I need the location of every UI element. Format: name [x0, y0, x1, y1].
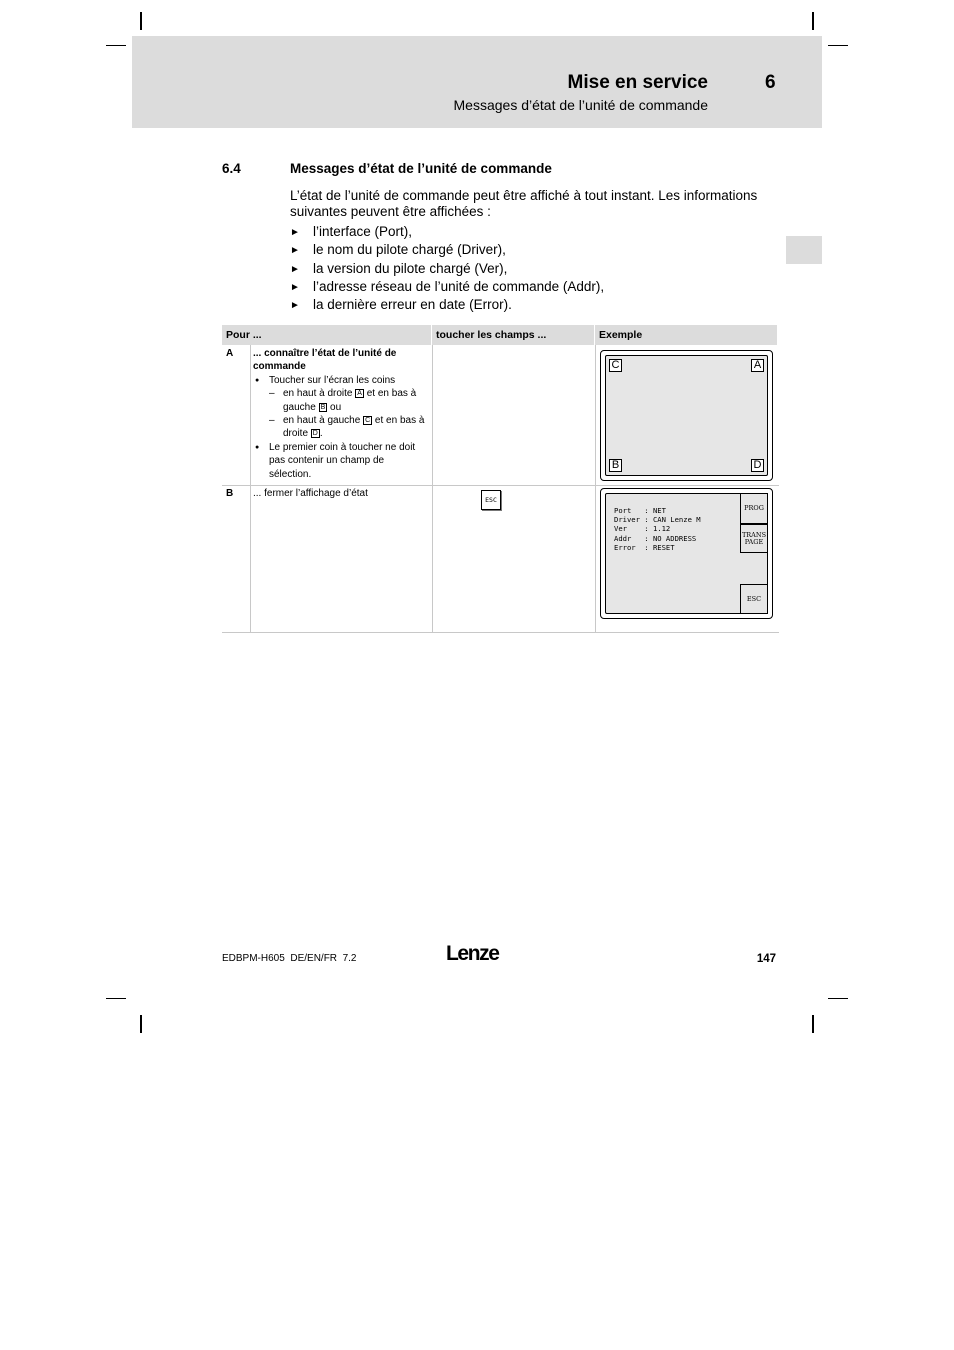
list-item: [253, 414, 429, 441]
status-line: Error : RESET: [614, 542, 675, 552]
prog-soft-button: PROG: [740, 493, 768, 524]
list-item-text: la version du pilote chargé (Ver),: [313, 260, 508, 276]
row-a-steps: [253, 374, 429, 481]
table-divider: [595, 345, 596, 633]
row-key-a: A: [226, 348, 234, 359]
section-intro: L’état de l’unité de commande peut être affiché à tout instant. Les informations suivantes peuvent être affichées :: [290, 188, 758, 219]
list-item: [290, 296, 604, 314]
table-divider: [222, 632, 779, 633]
header-band: [132, 36, 822, 128]
crop-mark: [106, 45, 126, 46]
table-header-pour: Pour ...: [222, 325, 431, 345]
table-divider: [222, 485, 779, 486]
corner-field-c: C: [609, 359, 622, 372]
status-readout: [614, 506, 701, 552]
example-screen-corners: [600, 350, 773, 481]
arrow-bullet-icon: ►: [290, 281, 300, 293]
table-divider: [250, 345, 251, 633]
list-item: [253, 387, 429, 414]
crop-mark: [828, 998, 848, 999]
list-item: [290, 223, 604, 241]
list-item-text: en haut à gauche: [283, 415, 361, 427]
screen-display: [605, 355, 768, 476]
row-b-title: ... fermer l’affichage d’état: [253, 488, 368, 499]
chapter-side-tab: [786, 236, 822, 264]
page-number: 147: [756, 953, 776, 965]
section-title: Messages d’état de l’unité de commande: [290, 161, 552, 176]
example-screen-status: [600, 488, 773, 619]
arrow-bullet-icon: ►: [290, 263, 300, 275]
section-number: 6.4: [222, 161, 241, 176]
crop-mark: [140, 1015, 142, 1033]
table-header-toucher: toucher les champs ...: [432, 325, 594, 345]
arrow-bullet-icon: ►: [290, 300, 300, 312]
status-line: Port : NET: [614, 506, 666, 515]
chapter-subtitle: Messages d’état de l’unité de commande: [453, 97, 708, 113]
crop-mark: [812, 1015, 814, 1033]
table-header-exemple: Exemple: [595, 325, 777, 345]
list-item-text: l’interface (Port),: [313, 224, 413, 239]
list-item: [290, 241, 604, 259]
status-line: Ver : 1.12: [614, 524, 671, 534]
status-table: [222, 325, 779, 633]
arrow-bullet-icon: ►: [290, 227, 300, 238]
corner-key-icon: D: [312, 430, 318, 438]
corner-key-icon: C: [365, 417, 371, 425]
document-code: EDBPM-H605 DE/EN/FR 7.2: [222, 953, 357, 964]
corner-key-icon: A: [357, 390, 362, 398]
list-item-text: et en bas à droite: [283, 415, 425, 440]
esc-touch-field: ESC: [481, 490, 501, 510]
row-a-description: [253, 347, 429, 481]
list-item-text: Toucher sur l’écran les coins: [269, 374, 396, 386]
esc-soft-button: ESC: [740, 584, 768, 614]
row-key-b: B: [226, 488, 234, 499]
list-item-text: la dernière erreur en date (Error).: [313, 297, 512, 313]
list-item: [290, 260, 604, 278]
chapter-number: 6: [765, 72, 776, 93]
list-item-text: Le premier coin à toucher ne doit pas contenir un champ de sélection.: [269, 441, 416, 480]
arrow-bullet-icon: ►: [290, 245, 300, 257]
info-bullet-list: [290, 223, 604, 314]
trans-page-soft-button: [740, 524, 768, 553]
crop-mark: [140, 12, 142, 30]
corner-field-a: A: [751, 359, 764, 372]
list-item-text: le nom du pilote chargé (Driver),: [313, 242, 506, 258]
chapter-title: Mise en service: [567, 72, 708, 93]
list-item-text: ou: [330, 401, 342, 413]
list-item-text: .: [319, 428, 323, 440]
row-a-title: ... connaître l’état de l’unité de commande: [253, 348, 397, 373]
list-item-text: en haut à droite: [283, 388, 353, 400]
list-item: [253, 374, 429, 387]
list-item: [253, 441, 429, 481]
screen-display: [605, 493, 768, 614]
list-item: [290, 278, 604, 296]
status-line: Driver : CAN Lenze M: [614, 515, 701, 525]
crop-mark: [812, 12, 814, 30]
lenze-logo: Lenze: [446, 942, 499, 965]
status-line: Addr : NO ADDRESS: [614, 533, 697, 543]
crop-mark: [828, 45, 848, 46]
corner-field-d: D: [751, 459, 764, 472]
corner-field-b: B: [609, 459, 622, 472]
corner-key-icon: B: [320, 403, 326, 411]
table-divider: [432, 345, 433, 633]
button-label: TRANS: [741, 530, 767, 539]
list-item-text: et en bas à gauche: [283, 388, 417, 413]
crop-mark: [106, 998, 126, 999]
list-item-text: l’adresse réseau de l’unité de commande (Addr),: [313, 278, 605, 294]
button-label: PAGE: [744, 537, 764, 546]
